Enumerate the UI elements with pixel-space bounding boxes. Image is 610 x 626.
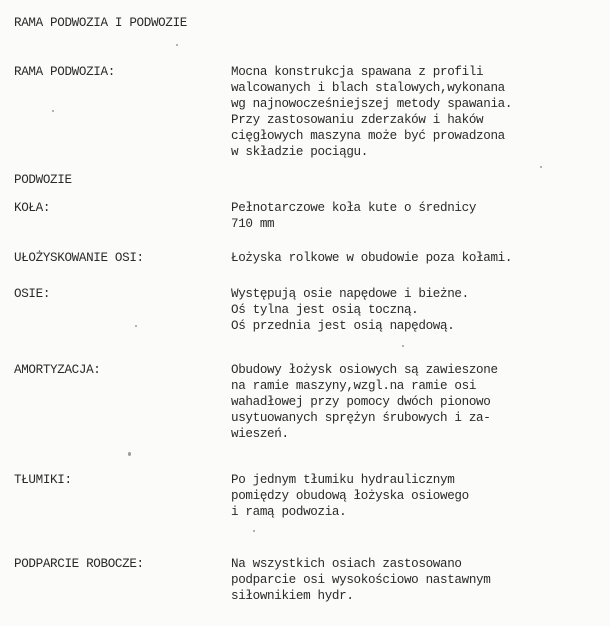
scan-speck xyxy=(135,325,137,327)
text-line: Obudowy łożysk osiowych są zawieszone xyxy=(231,363,498,377)
item-text-ulozyskowanie-osi xyxy=(231,250,606,266)
scan-speck xyxy=(540,166,542,168)
text-line: Łożyska rolkowe w obudowie poza kołami. xyxy=(231,251,513,265)
text-line: Po jednym tłumiku hydraulicznym xyxy=(231,473,455,487)
section-text-rama-podwozia xyxy=(231,64,606,160)
scan-speck xyxy=(176,44,178,46)
text-line: walcowanych i blach stalowych,wykonana xyxy=(231,81,505,95)
text-line: Mocna konstrukcja spawana z profili xyxy=(231,65,484,79)
subheading-podwozie: PODWOZIE xyxy=(14,173,72,187)
text-line: Przy zastosowaniu zderzaków i haków xyxy=(231,113,484,127)
item-label-ulozyskowanie-osi: UŁOŻYSKOWANIE OSI: xyxy=(14,251,144,265)
text-line: podparcie osi wysokościowo nastawnym xyxy=(231,573,491,587)
document-title: RAMA PODWOZIA I PODWOZIE xyxy=(14,16,187,30)
item-text-tlumiki xyxy=(231,472,606,520)
text-line: Oś przednia jest osią napędową. xyxy=(231,319,455,333)
scan-speck xyxy=(253,530,255,532)
text-line: Występują osie napędowe i bieżne. xyxy=(231,287,469,301)
scan-speck xyxy=(128,452,131,456)
item-label-tlumiki: TŁUMIKI: xyxy=(14,473,72,487)
scan-speck xyxy=(52,110,54,112)
item-label-amortyzacja: AMORTYZACJA: xyxy=(14,363,101,377)
item-text-podparcie-robocze xyxy=(231,556,606,604)
text-line: usytuowanych sprężyn śrubowych i za- xyxy=(231,411,491,425)
text-line: Oś tylna jest osią toczną. xyxy=(231,303,419,317)
text-line: wahadłowej przy pomocy dwóch pionowo xyxy=(231,395,491,409)
item-text-kola xyxy=(231,200,606,232)
text-line: cięgłowych maszyna może być prowadzona xyxy=(231,129,505,143)
text-line: Pełnotarczowe koła kute o średnicy xyxy=(231,201,477,215)
item-label-osie: OSIE: xyxy=(14,287,51,301)
text-line: siłownikiem hydr. xyxy=(231,589,354,603)
scan-speck xyxy=(402,345,404,347)
section-label-rama-podwozia: RAMA PODWOZIA: xyxy=(14,65,115,79)
item-label-kola: KOŁA: xyxy=(14,201,51,215)
item-text-amortyzacja xyxy=(231,362,606,442)
text-line: na ramie maszyny,wzgl.na ramie osi xyxy=(231,379,477,393)
text-line: i ramą podwozia. xyxy=(231,505,347,519)
text-line: pomiędzy obudową łożyska osiowego xyxy=(231,489,469,503)
text-line: 710 mm xyxy=(231,217,275,231)
text-line: wieszeń. xyxy=(231,427,289,441)
text-line: Na wszystkich osiach zastosowano xyxy=(231,557,462,571)
text-line: w składzie pociągu. xyxy=(231,145,368,159)
item-label-podparcie-robocze: PODPARCIE ROBOCZE: xyxy=(14,557,144,571)
item-text-osie xyxy=(231,286,606,334)
text-line: wg najnowocześniejszej metody spawania. xyxy=(231,97,513,111)
